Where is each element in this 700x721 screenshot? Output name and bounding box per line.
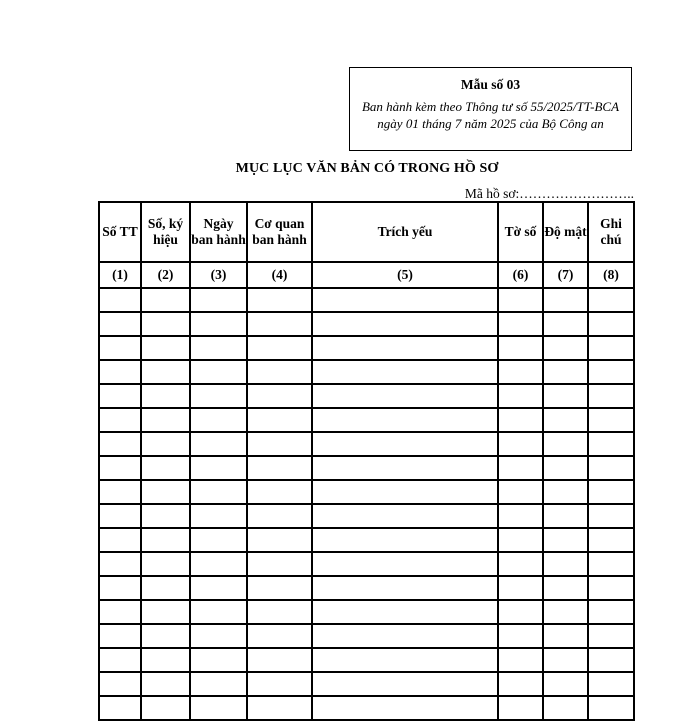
table-row: [99, 312, 634, 336]
table-cell: [190, 432, 247, 456]
file-code-label: Mã hồ sơ:……………………..: [464, 186, 634, 201]
table-cell: [141, 432, 190, 456]
table-cell: [498, 624, 543, 648]
column-number: (3): [190, 262, 247, 288]
table-cell: [141, 360, 190, 384]
table-cell: [498, 528, 543, 552]
table-cell: [190, 624, 247, 648]
table-cell: [247, 336, 312, 360]
form-number: Mẫu số 03: [460, 77, 521, 92]
table-cell: [99, 456, 141, 480]
column-number: (6): [498, 262, 543, 288]
table-cell: [543, 288, 588, 312]
table-cell: [588, 552, 634, 576]
table-row: [99, 528, 634, 552]
table-cell: [312, 504, 498, 528]
table-cell: [498, 432, 543, 456]
table-cell: [543, 480, 588, 504]
table-cell: [141, 456, 190, 480]
table-cell: [99, 600, 141, 624]
table-cell: [312, 528, 498, 552]
table-cell: [312, 600, 498, 624]
table-cell: [312, 456, 498, 480]
table-cell: [543, 384, 588, 408]
table-cell: [247, 408, 312, 432]
table-cell: [543, 456, 588, 480]
table-cell: [543, 576, 588, 600]
table-cell: [141, 336, 190, 360]
table-cell: [141, 288, 190, 312]
table-cell: [498, 384, 543, 408]
table-cell: [190, 360, 247, 384]
table-cell: [247, 384, 312, 408]
table-cell: [588, 648, 634, 672]
table-cell: [141, 600, 190, 624]
table-cell: [247, 576, 312, 600]
header-cell-ngay-ban-hanh: Ngày ban hành: [190, 202, 247, 262]
table-cell: [99, 504, 141, 528]
table-cell: [312, 480, 498, 504]
table-cell: [190, 408, 247, 432]
table-cell: [588, 600, 634, 624]
table-cell: [498, 480, 543, 504]
table-cell: [141, 408, 190, 432]
table-cell: [543, 672, 588, 696]
table-cell: [99, 624, 141, 648]
table-cell: [588, 504, 634, 528]
table-cell: [543, 408, 588, 432]
table-cell: [498, 552, 543, 576]
table-cell: [312, 552, 498, 576]
table-cell: [543, 504, 588, 528]
table-cell: [498, 576, 543, 600]
table-row: [99, 288, 634, 312]
table-row: [99, 648, 634, 672]
table-cell: [190, 384, 247, 408]
table-cell: [498, 360, 543, 384]
table-cell: [498, 336, 543, 360]
table-cell: [247, 432, 312, 456]
table-cell: [588, 480, 634, 504]
table-cell: [312, 336, 498, 360]
table-cell: [543, 624, 588, 648]
header-cell-stt: Số TT: [99, 202, 141, 262]
table-cell: [588, 312, 634, 336]
table-cell: [99, 360, 141, 384]
table-row: [99, 672, 634, 696]
column-number: (2): [141, 262, 190, 288]
table-cell: [543, 432, 588, 456]
table-cell: [141, 480, 190, 504]
table-cell: [141, 624, 190, 648]
table-cell: [247, 456, 312, 480]
document-index-table: [98, 201, 635, 721]
column-number-row: [99, 262, 634, 288]
table-cell: [99, 384, 141, 408]
table-row: [99, 576, 634, 600]
table-cell: [543, 528, 588, 552]
column-number: (5): [312, 262, 498, 288]
table-cell: [588, 672, 634, 696]
table-cell: [588, 360, 634, 384]
table-row: [99, 432, 634, 456]
table-cell: [99, 480, 141, 504]
table-cell: [312, 672, 498, 696]
table-cell: [141, 384, 190, 408]
table-cell: [190, 600, 247, 624]
table-cell: [498, 288, 543, 312]
table-cell: [498, 600, 543, 624]
table-cell: [247, 312, 312, 336]
table-row: [99, 360, 634, 384]
table-cell: [141, 504, 190, 528]
table-cell: [588, 288, 634, 312]
table-row: [99, 552, 634, 576]
table-cell: [190, 480, 247, 504]
table-row: [99, 600, 634, 624]
header-cell-ghi-chu: Ghi chú: [588, 202, 634, 262]
table-cell: [498, 504, 543, 528]
table-cell: [588, 432, 634, 456]
table-cell: [190, 312, 247, 336]
table-cell: [312, 312, 498, 336]
table-cell: [543, 360, 588, 384]
column-number: (4): [247, 262, 312, 288]
table-cell: [312, 288, 498, 312]
header-row: [99, 202, 634, 262]
table-cell: [247, 360, 312, 384]
table-cell: [190, 672, 247, 696]
table-cell: [99, 336, 141, 360]
table-cell: [190, 456, 247, 480]
document-title: MỤC LỤC VĂN BẢN CÓ TRONG HỒ SƠ: [235, 161, 499, 176]
table-cell: [141, 552, 190, 576]
table-cell: [312, 624, 498, 648]
table-cell: [190, 336, 247, 360]
column-number: (8): [588, 262, 634, 288]
column-number: (1): [99, 262, 141, 288]
header-cell-trich-yeu: Trích yếu: [312, 202, 498, 262]
table-cell: [99, 408, 141, 432]
table-cell: [99, 576, 141, 600]
table-cell: [99, 648, 141, 672]
table-cell: [312, 360, 498, 384]
table-cell: [190, 504, 247, 528]
table-cell: [247, 288, 312, 312]
table-cell: [498, 672, 543, 696]
table-cell: [247, 528, 312, 552]
table-row: [99, 336, 634, 360]
table-cell: [247, 648, 312, 672]
table-cell: [247, 552, 312, 576]
table-cell: [247, 624, 312, 648]
header-cell-do-mat: Độ mật: [543, 202, 588, 262]
table-cell: [543, 312, 588, 336]
table-cell: [141, 672, 190, 696]
table-cell: [588, 336, 634, 360]
table-cell: [312, 408, 498, 432]
table-cell: [141, 312, 190, 336]
table-cell: [141, 648, 190, 672]
table-cell: [99, 672, 141, 696]
header-cell-to-so: Tờ số: [498, 202, 543, 262]
table-cell: [190, 576, 247, 600]
table-cell: [312, 576, 498, 600]
table-cell: [99, 288, 141, 312]
table-cell: [588, 528, 634, 552]
table-cell: [588, 624, 634, 648]
table-cell: [99, 528, 141, 552]
header-cell-so-ky-hieu: Số, ký hiệu: [141, 202, 190, 262]
table-cell: [99, 432, 141, 456]
table-row: [99, 504, 634, 528]
table-cell: [247, 480, 312, 504]
table-cell: [498, 648, 543, 672]
table-cell: [498, 456, 543, 480]
table-cell: [543, 552, 588, 576]
table-cell: [498, 312, 543, 336]
header-cell-co-quan: Cơ quan ban hành: [247, 202, 312, 262]
table-row: [99, 480, 634, 504]
form-number-box: [349, 67, 632, 151]
form-issued-by: Ban hành kèm theo Thông tư số 55/2025/TT-BCA ngày 01 tháng 7 năm 2025 của Bộ Công an: [361, 99, 620, 131]
table-cell: [543, 336, 588, 360]
table-cell: [247, 672, 312, 696]
table-row: [99, 384, 634, 408]
table-cell: [190, 648, 247, 672]
table-cell: [312, 648, 498, 672]
table-cell: [498, 408, 543, 432]
table-cell: [190, 528, 247, 552]
table-cell: [588, 384, 634, 408]
table-cell: [247, 504, 312, 528]
table-cell: [99, 312, 141, 336]
column-number: (7): [543, 262, 588, 288]
table-cell: [543, 600, 588, 624]
table-cell: [247, 600, 312, 624]
table-cell: [190, 552, 247, 576]
table-cell: [543, 648, 588, 672]
table-cell: [588, 408, 634, 432]
table-row: [99, 624, 634, 648]
table-row: [99, 408, 634, 432]
table-cell: [141, 576, 190, 600]
table-cell: [588, 456, 634, 480]
table-cell: [190, 288, 247, 312]
table-cell: [99, 552, 141, 576]
table-cell: [588, 576, 634, 600]
table-cell: [312, 384, 498, 408]
table-cell: [141, 528, 190, 552]
table-cell: [312, 432, 498, 456]
table-row: [99, 456, 634, 480]
